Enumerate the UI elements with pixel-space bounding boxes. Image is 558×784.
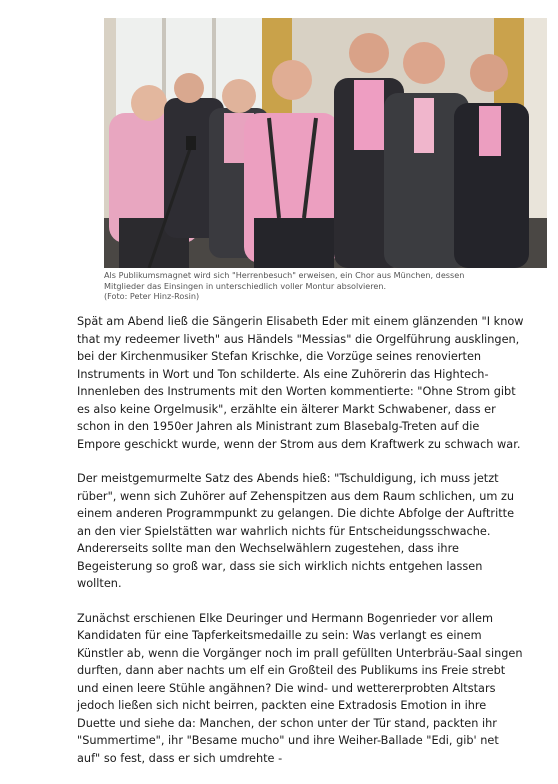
article-paragraph: Zunächst erschienen Elke Deuringer und Hermann Bogenrieder vor allem Kandidaten für eine Tapferkeitsmedaille zu sein: Was verlangt es einem Künstler ab, wenn die Vorgänger noch im prall gefüllten Unterbräu-Saal singen durften, dann aber nachts um elf ein Großteil des Publikums ins Freie strebt und einen leere Stühle angähnen? Die wind- und wettererprobten Altstars jedoch ließen sich nicht beirren, packten eine Extradosis Emotion in ihre Duette und siehe da: Manchen, der schon unter der Tür stand, packten ihr "Summertime", ihr "Besame mucho" und ihre Weiher-Ballade "Edi, gib' net auf" so fest, dass er sich umdrehte - xyxy=(77,611,523,765)
photo-credit: (Foto: Peter Hinz-Rosin) xyxy=(104,291,200,302)
photo-caption xyxy=(104,270,524,302)
article-body xyxy=(77,313,525,784)
caption-line: Als Publikumsmagnet wird sich "Herrenbesuch" erweisen, ein Chor aus München, dessen xyxy=(104,270,465,280)
caption-line: Mitglieder das Einsingen in unterschiedlich voller Montur absolvieren. xyxy=(104,280,387,291)
article-paragraph: Der meistgemurmelte Satz des Abends hieß: "Tschuldigung, ich muss jetzt rüber", wenn sich Zuhörer auf Zehenspitzen aus dem Raum schlichen, um zu einem anderen Programmpunkt zu gelangen. Die dichte Abfolge der Auftritte an den vier Spielstätten war wahrlich nichts für Entscheidungsschwache. Andererseits sollte man den Wechselwählern zugestehen, dass ihre Begeisterung so groß war, dass sie sich wirklich nichts entgehen lassen wollten. xyxy=(77,472,515,590)
article-paragraph: Spät am Abend ließ die Sängerin Elisabeth Eder mit einem glänzenden "I know that my redeemer liveth" aus Händels "Messias" die Orgelführung ausklingen, bei der Kirchenmusiker Stefan Krischke, die Vorzüge seines renovierten Instruments in Wort und Ton schilderte. Als eine Zuhörerin das Hightech-Innenleben des Instruments mit den Worten kommentierte: "Ohne Strom gibt es also keine Orgelmusik", erzählte ein älterer Markt Schwabener, dass er schon in den 1950er Jahren als Ministrant zum Blasebalg-Treten auf die Empore geschickt wurde, wenn der Strom aus dem Kraftwerk zu schwach war. xyxy=(77,315,524,451)
choir-photo xyxy=(104,18,547,268)
